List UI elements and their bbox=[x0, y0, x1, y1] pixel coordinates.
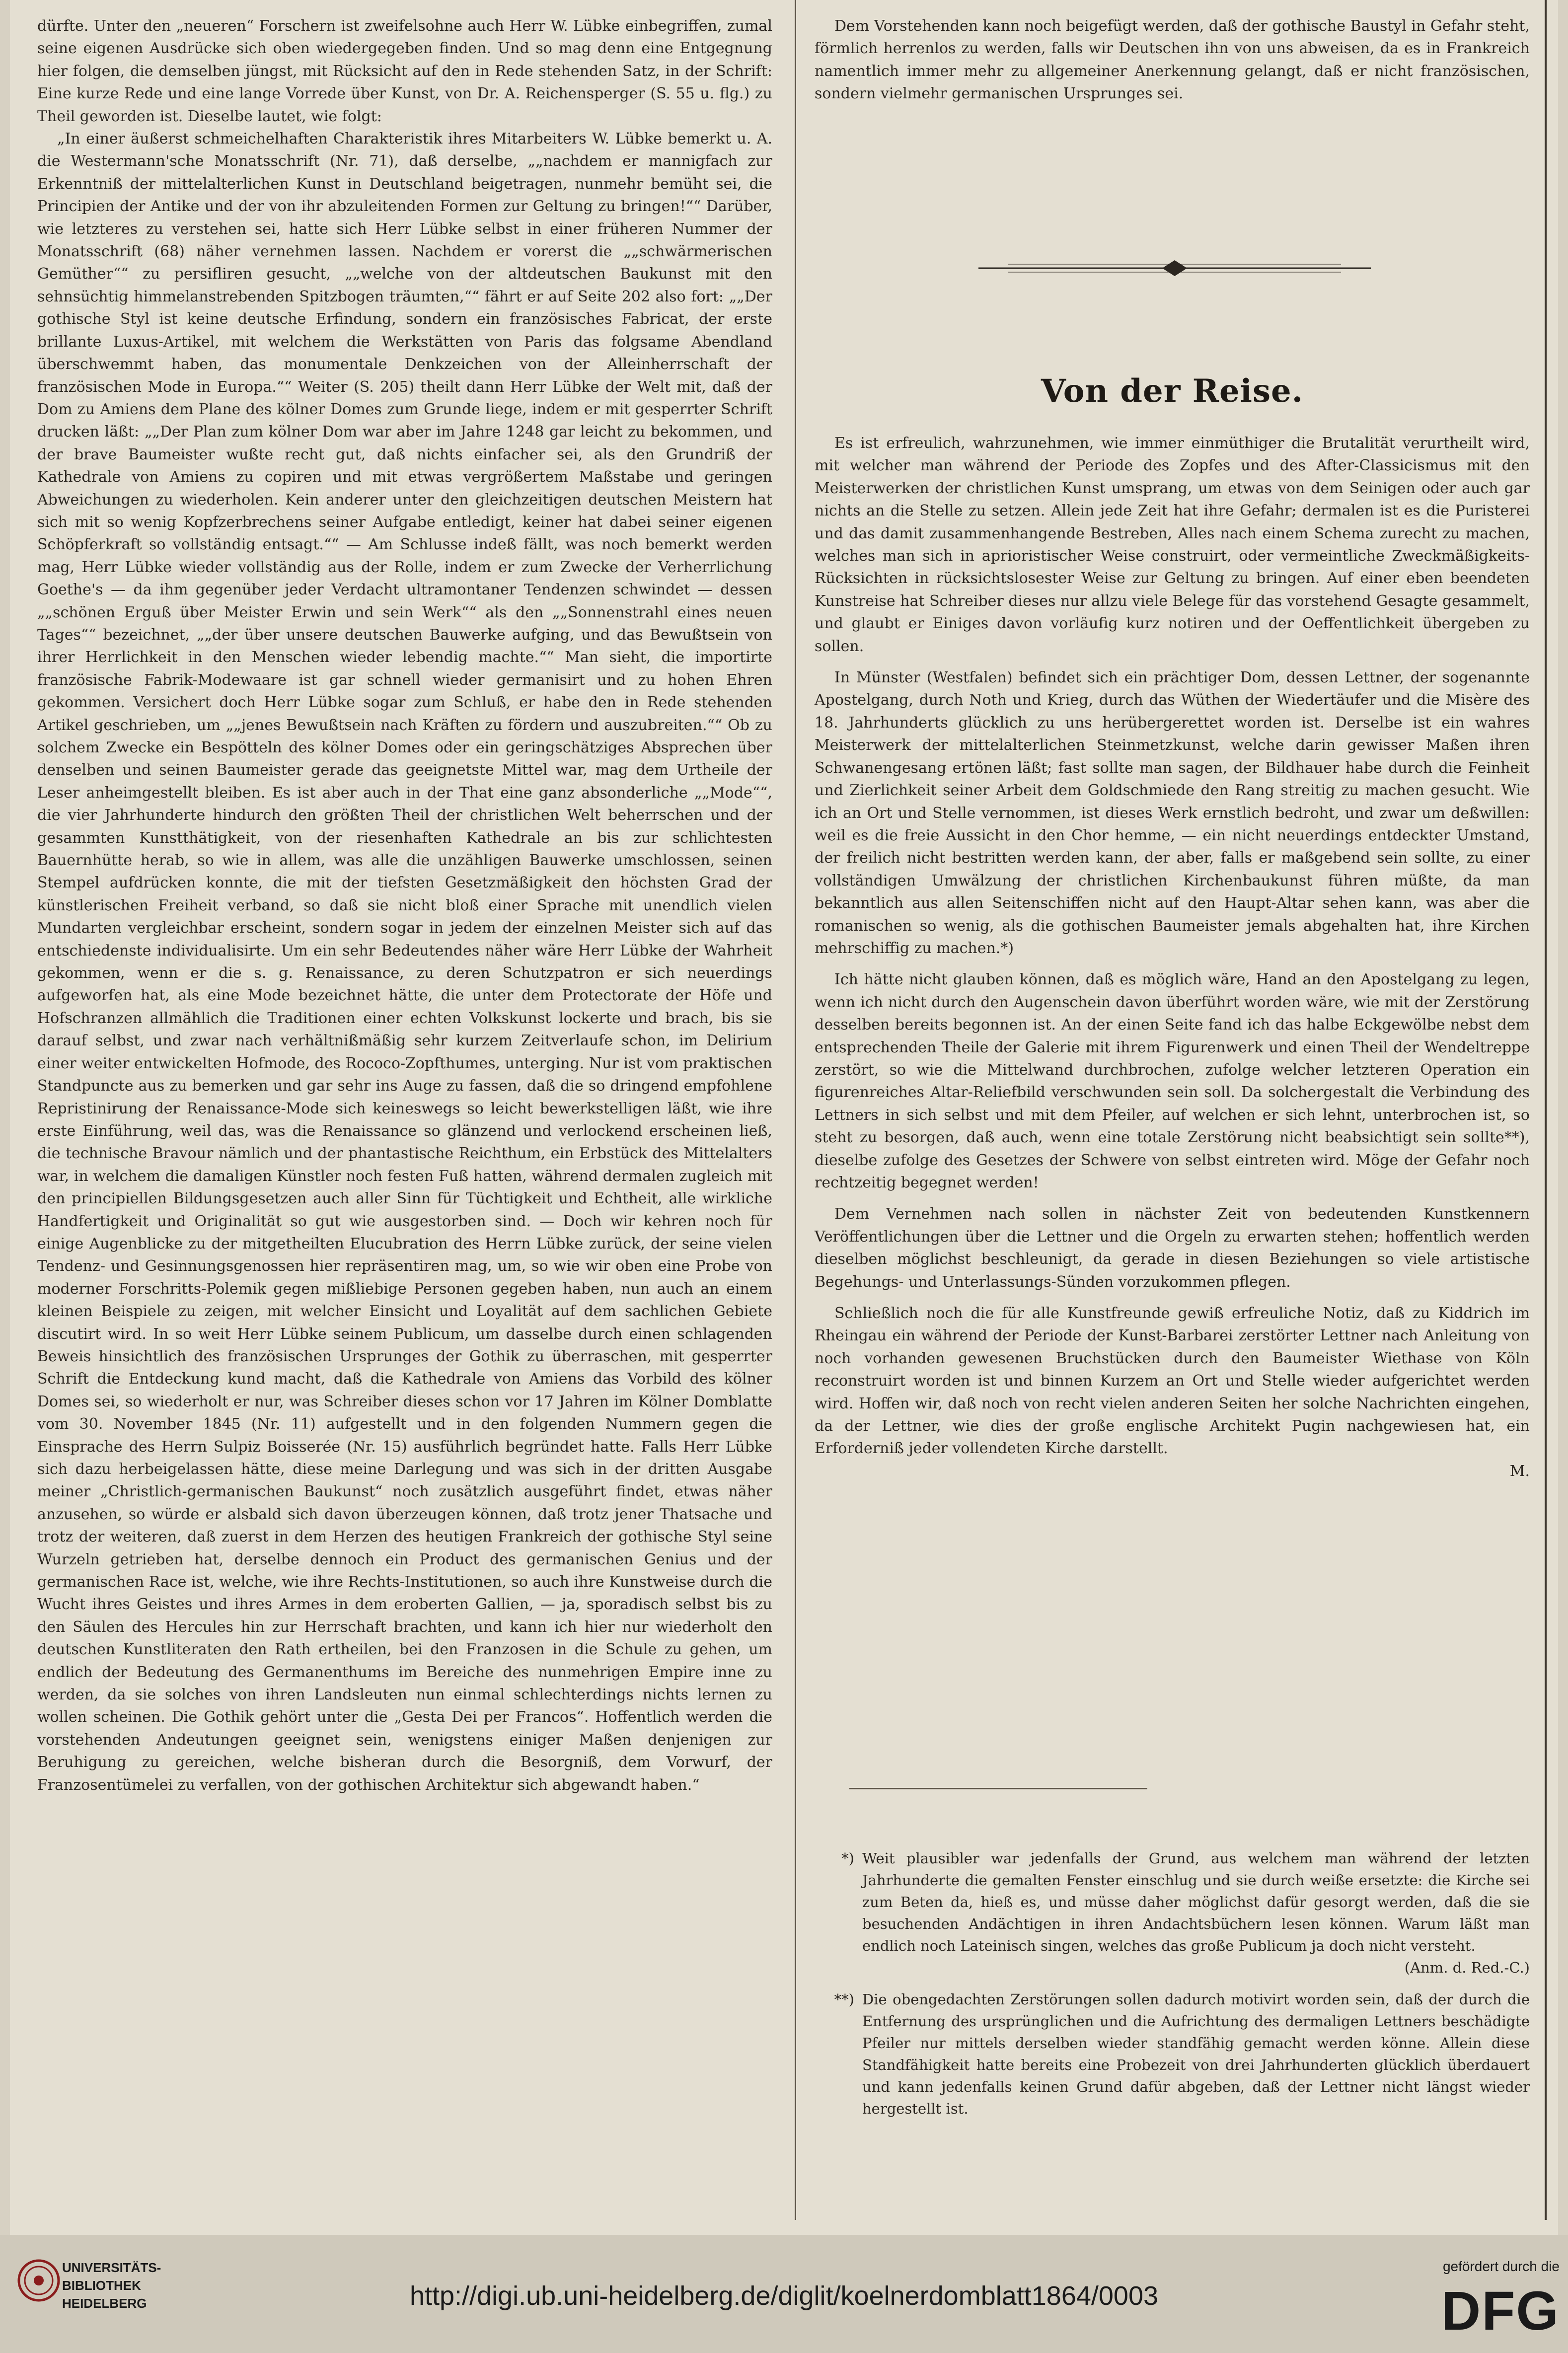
funded-by-label: gefördert durch die bbox=[1442, 2259, 1560, 2274]
right-column-intro bbox=[815, 15, 1530, 105]
footnote-1 bbox=[815, 1847, 1530, 1979]
page-edge-rule bbox=[1545, 0, 1547, 2220]
footnote-text: Weit plausibler war jedenfalls der Grund, aus welchem man während der letzten Jahrhunderte die gemalten Fenster einschlug und sie durch weiße ersetzte: die Kirche sei zum Beten da, hieß es, und müsse daher möglichst dafür gesorgt werden, daß die sie besuchenden Andächtigen in ihren Andachtsbüchern lesen können. Warum läßt man endlich noch Lateinisch singen, welches das große Publicum ja doch nicht versteht. bbox=[862, 1850, 1530, 1954]
library-line-3: HEIDELBERG bbox=[62, 2296, 147, 2311]
source-url-link[interactable]: http://digi.ub.uni-heidelberg.de/diglit/koelnerdomblatt1864/0003 bbox=[409, 2281, 1159, 2311]
right-paragraph-4: Dem Vernehmen nach sollen in nächster Zeit von bedeutenden Kunstkennern Veröffentlichungen über die Lettner und die Orgeln zu erwarten stehen; hoffentlich werden dieselben möglichst beschleunigt, da gerade in diesen Beziehungen so viele artistische Begehungs- und Unterlassungs-Sünden vorzukommen pflegen. bbox=[815, 1205, 1530, 1291]
right-intro-paragraph: Dem Vorstehenden kann noch beigefügt werden, daß der gothische Baustyl in Gefahr steht, förmlich herrenlos zu werden, falls wir Deutschen ihn von uns abweisen, da es in Frankreich namentlich immer mehr zu allgemeiner Anerkennung gelangt, daß er nicht französischen, sondern vielmehr germanischen Ursprunges sei. bbox=[815, 17, 1530, 103]
footnote-rule bbox=[849, 1788, 1147, 1789]
right-column-body bbox=[815, 432, 1530, 1482]
dfg-logo: DFG bbox=[1441, 2280, 1560, 2342]
left-column bbox=[37, 15, 772, 1796]
footnote-2 bbox=[815, 1988, 1530, 2120]
column-rule bbox=[795, 0, 796, 2220]
right-paragraph-3: Ich hätte nicht glauben können, daß es möglich wäre, Hand an den Apostelgang zu legen, wenn ich nicht durch den Augenschein davon überführt worden wäre, wie mit der Zerstörung desselben bereits begonnen ist. An der einen Seite fand ich das halbe Eckgewölbe nebst dem entsprechenden Theile der Galerie mit ihrem Figurenwerk und einen Theil der Wendeltreppe zerstört, so wie die Mittelwand durchbrochen, zufolge welcher letzteren Operation ein figurenreiches Altar-Reliefbild verschwunden sein soll. Da solchergestalt die Verbindung des Lettners in sich selbst und mit dem Pfeiler, auf welchen er sich lehnt, unterbrochen ist, so steht zu besorgen, daß auch, wenn eine totale Zerstörung nicht beabsichtigt sein sollte**), dieselbe zufolge des Gesetzes der Schwere von selbst eintreten wird. Möge der Gefahr noch rechtzeitig begegnet werden! bbox=[815, 971, 1530, 1191]
signature: M. bbox=[1509, 1462, 1530, 1480]
newspaper-sheet bbox=[10, 0, 1558, 2235]
footnote-mark: *) bbox=[841, 1850, 854, 1867]
right-paragraph-5: Schließlich noch die für alle Kunstfreunde gewiß erfreuliche Notiz, daß zu Kiddrich im Rheingau ein während der Periode der Kunst-Barbarei zerstörter Lettner nach Anleitung von noch vorhanden gewesenen Bruchstücken durch den Baumeister Wiethase von Köln reconstruirt worden ist und binnen Kurzem an Ort und Stelle wieder aufgerichtet werden wird. Hoffen wir, daß noch von recht vielen anderen Seiten her solche Nachrichten eingehen, da der Lettner, wie dies der große englische Architekt Pugin nachgewiesen hat, ein Erforderniß jeder vollendeten Kirche darstellt. bbox=[815, 1305, 1530, 1458]
footnote-attribution: (Anm. d. Red.-C.) bbox=[1404, 1959, 1530, 1976]
right-paragraph-1: Es ist erfreulich, wahrzunehmen, wie immer einmüthiger die Brutalität verurtheilt wird, mit welcher man während der Periode des Zopfes und des After-Classicismus mit den Meisterwerken der christlichen Kunst umsprang, um etwas von dem Seinigen oder auch gar nichts an die Stelle zu setzen. Allein jede Zeit hat ihre Gefahr; dermalen ist es die Puristerei und das damit zusammenhangende Bestreben, Alles nach einem Schema zurecht zu machen, welches man sich in aprioristischer Weise construirt, oder vermeintliche Zweckmäßigkeits-Rücksichten in rücksichtslosester Weise zur Geltung zu bringen. Auf einer eben beendeten Kunstreise hat Schreiber dieses nur allzu viele Belege für das vorstehend Gesagte gesammelt, und glaubt er Einiges davon vorläufig kurz notiren und der Oeffentlichkeit übergeben zu sollen. bbox=[815, 435, 1530, 655]
ornamental-rule bbox=[978, 258, 1371, 278]
footnotes bbox=[815, 1847, 1530, 2130]
library-line-2: BIBLIOTHEK bbox=[62, 2278, 141, 2293]
left-paragraph-1: dürfte. Unter den „neueren“ Forschern ist zweifelsohne auch Herr W. Lübke einbegriffen, zumal seine eigenen Ausdrücke sich oben wiedergegeben finden. Und so mag denn eine Entgegnung hier folgen, die demselben jüngst, mit Rücksicht auf den in Rede stehenden Satz, in der Schrift: Eine kurze Rede und eine lange Vorrede über Kunst, von Dr. A. Reichensperger (S. 55 u. flg.) zu Theil geworden ist. Dieselbe lautet, wie folgt: bbox=[37, 17, 772, 125]
footnote-text: Die obengedachten Zerstörungen sollen dadurch motivirt worden sein, daß der durch die Entfernung des ursprünglichen und die Aufrichtung des dermaligen Lettners beschädigte Pfeiler nur mittels derselben wieder standfähig gemacht werden könne. Allein diese Standfähigkeit hatte bereits eine Probezeit von drei Jahrhunderten glücklich überdauert und kann jedenfalls keinen Grund dafür abgeben, daß der Lettner nicht längst wieder hergestellt ist. bbox=[862, 1991, 1530, 2117]
footnote-mark: **) bbox=[834, 1991, 854, 2008]
left-paragraph-2: „In einer äußerst schmeichelhaften Charakteristik ihres Mitarbeiters W. Lübke bemerkt u. A. die Westermann'sche Monatsschrift (Nr. 71), daß derselbe, „„nachdem er mannigfach zur Erkenntniß der mittelalterlichen Kunst in Deutschland beigetragen, nunmehr bemüht sei, die Principien der Antike und der von ihr abzuleitenden Formen zur Geltung zu bringen!““ Darüber, wie letzteres zu verstehen sei, hatte sich Herr Lübke selbst in einer früheren Nummer der Monatsschrift (68) näher vernehmen lassen. Nachdem er vorerst die „„schwärmerischen Gemüther““ zu persifliren gesucht, „„welche von der altdeutschen Baukunst mit den sehnsüchtig himmelanstrebenden Spitzbogen träumten,““ fährt er auf Seite 202 also fort: „„Der gothische Styl ist keine deutsche Erfindung, sondern ein französisches Fabricat, der erste brillante Luxus-Artikel, mit welchem die Werkstätten von Paris das folgsame Abendland überschwemmt haben, das monumentale Denkzeichen von der Alleinherrschaft der französischen Mode in Europa.““ Weiter (S. 205) theilt dann Herr Lübke der Welt mit, daß der Dom zu Amiens dem Plane des kölner Domes zum Grunde liege, indem er mit gesperrter Schrift drucken läßt: „„Der Plan zum kölner Dom war aber im Jahre 1248 gar leicht zu bekommen, und der brave Baumeister wußte recht gut, daß nichts einfacher sei, als den Grundriß der Kathedrale von Amiens zu copiren und mit etwas vergrößertem Maßstabe und geringen Abweichungen zu wiederholen. Kein anderer unter den gleichzeitigen deutschen Meistern hat sich mit so wenig Kopfzerbrechens seiner Aufgabe entledigt, keiner hat dabei seiner eigenen Schöpferkraft so vollständig entsagt.““ — Am Schlusse indeß fällt, was noch bemerkt werden mag, Herr Lübke wieder vollständig aus der Rolle, indem er zum Zwecke der Verherrlichung Goethe's — da ihm gegenüber jeder Verdacht ultramontaner Tendenzen schwindet — dessen „„schönen Erguß über Meister Erwin und sein Werk““ als den „„Sonnenstrahl eines neuen Tages““ bezeichnet, „„der über unsere deutschen Bauwerke aufging, und das Bewußtsein von ihrer Herrlichkeit in den Menschen wieder lebendig machte.““ Man sieht, die importirte französische Fabrik-Modewaare ist gar schnell wieder germanisirt und zu hohen Ehren gekommen. Versichert doch Herr Lübke sogar zum Schluß, er habe den in Rede stehenden Artikel geschrieben, um „„jenes Bewußtsein nach Kräften zu fördern und auszubreiten.““ Ob zu solchem Zwecke ein Bespötteln des kölner Domes oder ein geringschätziges Absprechen über denselben und seinen Baumeister gerade das geeignetste Mittel war, mag dem Urtheile der Leser anheimgestellt bleiben. Es ist aber auch in der That eine ganz absonderliche „„Mode““, die vier Jahrhunderte hindurch den größten Theil der christlichen Welt beherrschen und der gesammten Kunstthätigkeit, von der riesenhaften Kathedrale an bis zur schlichtesten Bauernhütte herab, so wie in allem, was alle die unzähligen Bauwerke umschlossen, seinen Stempel aufdrücken konnte, die mit der tiefsten Gesetzmäßigkeit den höchsten Grad der künstlerischen Freiheit verband, so daß sie nicht bloß einer Sprache mit unendlich vielen Mundarten vergleichbar erscheint, sondern sogar in jedem der einzelnen Meister sich auf das entschiedenste individualisirte. Um ein sehr Bedeutendes näher wäre Herr Lübke der Wahrheit gekommen, wenn er die s. g. Renaissance, zu deren Schutzpatron er sich neuerdings aufgeworfen hat, als eine Mode bezeichnet hätte, die unter dem Protectorate der Höfe und Hofschranzen allmählich die Traditionen einer echten Volkskunst lockerte und brach, bis sie darauf selbst, und zwar nach verhältnißmäßig sehr kurzem Zeitverlaufe schon, im Delirium einer weiter entwickelten Hofmode, des Rococo-Zopfthumes, unterging. Nur ist vom praktischen Standpuncte aus zu bemerken und gar sehr ins Auge zu fassen, daß die so dringend empfohlene Repristinirung der Renaissance-Mode sich keineswegs so leicht bewerkstelligen läßt, wie ihre erste Einführung, weil das, was die Renaissance so glänzend und verlockend erscheinen ließ, die technische Bravour nämlich und der phantastische Reichthum, ein Erbstück des Mittelalters war, in welchem die damaligen Künstler noch festen Fuß hatten, während dermalen zugleich mit den principiellen Bildungsgesetzen auch aller Sinn für Tüchtigkeit und Echtheit, alle wirkliche Handfertigkeit und Originalität so gut wie ausgestorben sind. — Doch wir kehren noch für einige Augenblicke zu der mitgetheilten Elucubration des Herrn Lübke zurück, der seine vielen Tendenz- und Gesinnungsgenossen hier repräsentiren mag, um, so wie wir oben eine Probe von moderner Forschritts-Polemik gegen mißliebige Personen gegeben haben, nun auch an einem kleinen Beispiele zu zeigen, mit welcher Einsicht und Loyalität auf dem sachlichen Gebiete discutirt wird. In so weit Herr Lübke seinem Publicum, um dasselbe durch einen schlagenden Beweis hinsichtlich des französischen Ursprunges der Gothik zu überraschen, mit gesperrter Schrift die Entdeckung kund macht, daß die Kathedrale von Amiens das Vorbild des kölner Domes sei, so wiederholt er nur, was Schreiber dieses schon vor 17 Jahren im Kölner Domblatte vom 30. November 1845 (Nr. 11) aufgestellt und in den folgenden Nummern gegen die Einsprache des Herrn Sulpiz Boisserée (Nr. 15) ausführlich begründet hatte. Falls Herr Lübke sich dazu herbeigelassen hätte, diese meine Darlegung und was sich in der dritten Ausgabe meiner „Christlich-germanischen Baukunst“ noch zusätzlich ausgeführt findet, etwas näher anzusehen, so würde er alsbald sich davon überzeugen können, daß trotz jener Thatsache und trotz der weiteren, daß zuerst in dem Herzen des heutigen Frankreich der gothische Styl seine Wurzeln getrieben hat, derselbe dennoch ein Product des germanischen Genius und der germanischen Race ist, welche, wie ihre Rechts-Institutionen, so auch ihre Kunstweise durch die Wucht ihres Geistes und ihres Armes in dem eroberten Gallien, — ja, sporadisch selbst bis zu den Säulen des Hercules hin zur Herrschaft brachten, und kann ich hier nur wiederholt den deutschen Kunstliteraten den Rath ertheilen, bei den Franzosen in die Schule zu gehen, um endlich der Bedeutung des Germanenthums im Bereiche des nunmehrigen Empire inne zu werden, da sie solches von ihren Landsleuten nun einmal schlechterdings nichts lernen zu wollen scheinen. Die Gothik gehört unter die „Gesta Dei per Francos“. Hoffentlich werden die vorstehenden Andeutungen geeignet sein, wenigstens einiger Maßen denjenigen zur Beruhigung zu gereichen, welche bisheran durch die Besorgniß, dem Vorwurf, der Franzosentümelei zu verfallen, von der gothischen Architektur sich abgewandt haben.“ bbox=[37, 130, 772, 1794]
library-line-1: UNIVERSITÄTS- bbox=[62, 2260, 161, 2275]
section-heading: Von der Reise. bbox=[1041, 372, 1303, 410]
right-paragraph-2: In Münster (Westfalen) befindet sich ein prächtiger Dom, dessen Lettner, der sogenannte Apostelgang, durch Noth und Krieg, durch das Wüthen der Wiedertäufer und die Misère des 18. Jahrhunderts glücklich zu uns herübergerettet worden ist. Derselbe ist ein wahres Meisterwerk der mittelalterlichen Steinmetzkunst, welche darin gewisser Maßen ihren Schwanengesang ertönen läßt; fast sollte man sagen, der Bildhauer habe durch die Feinheit und Zierlichkeit seiner Arbeit dem Goldschmiede den Rang streitig zu machen gesucht. Wie ich an Ort und Stelle vernommen, ist dieses Werk ernstlich bedroht, und zwar um deßwillen: weil es die freie Aussicht in den Chor hemme, — ein nicht neuerdings entdeckter Umstand, der freilich nicht bestritten werden kann, der aber, falls er maßgebend sein sollte, zu einer vollständigen Umwälzung der christlichen Kirchenbaukunst führen müßte, da man bekanntlich aus allen Seitenschiffen nicht auf den Haupt-Altar sehen kann, was aber die romanischen so wenig, als die gothischen Baumeister jemals abgehalten hat, ihre Kirchen mehrschiffig zu machen.*) bbox=[815, 669, 1530, 957]
